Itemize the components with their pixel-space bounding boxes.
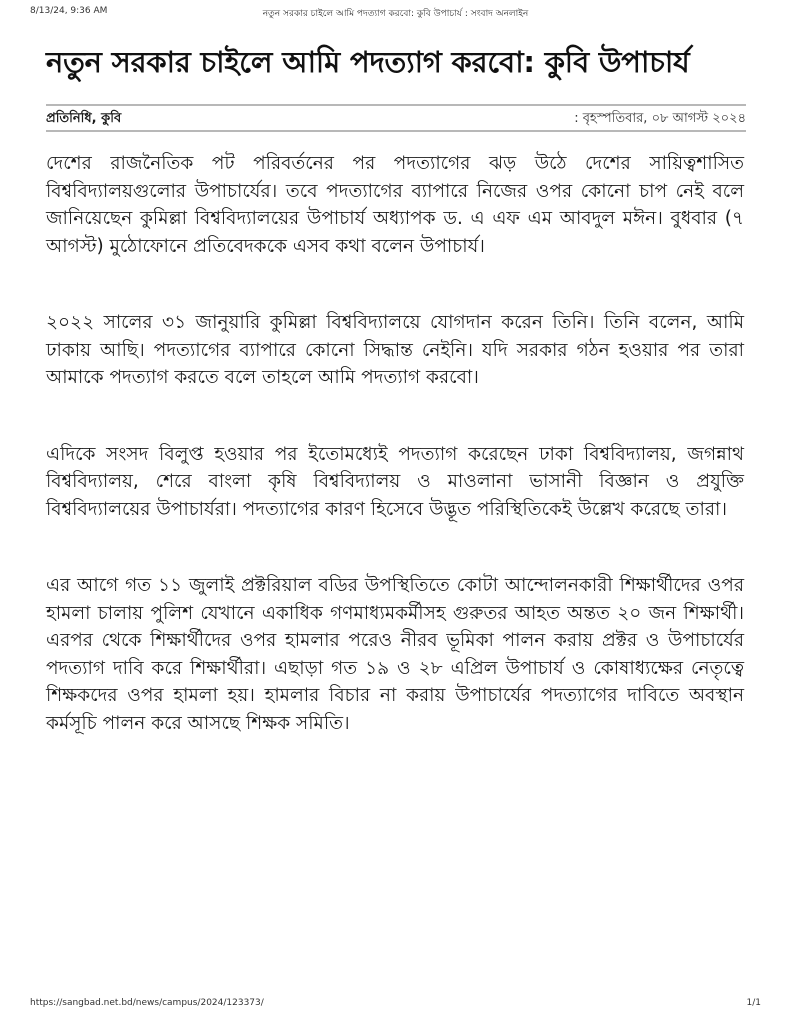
print-date: 8/13/24, 9:36 AM [30, 6, 108, 16]
print-document-title: নতুন সরকার চাইলে আমি পদত্যাগ করবো: কুবি উপাচার্য : সংবাদ অনলাইন [262, 9, 529, 19]
byline-bar [46, 104, 746, 132]
article-paragraph: দেশের রাজনৈতিক পট পরিবর্তনের পর পদত্যাগের ঝড় উঠে দেশের সায়িত্বশাসিত বিশ্ববিদ্যালয়গুলোর উপাচার্যের। তবে পদত্যাগের ব্যাপারে নিজের ওপর কোনো চাপ নেই বলে জানিয়েছেন কুমিল্লা বিশ্ববিদ্যালয়ের উপাচার্য অধ্যাপক ড. এ এফ এম আবদুল মঈন। বুধবার (৭ আগস্ট) মুঠোফোনে প্রতিবেদককে এসব কথা বলেন উপাচার্য। [46, 153, 744, 257]
article-author: প্রতিনিধি, কুবি [46, 111, 122, 126]
article-publish-date: : বৃহস্পতিবার, ০৮ আগস্ট ২০২৪ [574, 111, 746, 126]
article-body [46, 150, 744, 786]
page-number: 1/1 [746, 998, 761, 1008]
article-headline: নতুন সরকার চাইলে আমি পদত্যাগ করবো: কুবি উপাচার্য [46, 45, 690, 79]
print-footer [30, 998, 761, 1010]
print-url: https://sangbad.net.bd/news/campus/2024/123373/ [30, 998, 264, 1008]
article-paragraph: এদিকে সংসদ বিলুপ্ত হওয়ার পর ইতোমধ্যেই পদত্যাগ করেছেন ঢাকা বিশ্ববিদ্যালয়, জগন্নাথ বিশ্ববিদ্যালয়, শেরে বাংলা কৃষি বিশ্ববিদ্যালয় ও মাওলানা ভাসানী বিজ্ঞান ও প্রযুক্তি বিশ্ববিদ্যালয়ের উপাচার্যরা। পদত্যাগের কারণ হিসেবে উদ্ভূত পরিস্থিতিকেই উল্লেখ করেছে তারা। [46, 443, 744, 520]
print-header [30, 6, 761, 20]
article-paragraph: ২০২২ সালের ৩১ জানুয়ারি কুমিল্লা বিশ্ববিদ্যালয়ে যোগদান করেন তিনি। তিনি বলেন, আমি ঢাকায় আছি। পদত্যাগের ব্যাপারে কোনো সিদ্ধান্ত নেইনি। যদি সরকার গঠন হওয়ার পর তারা আমাকে পদত্যাগ করতে বলে তাহলে আমি পদত্যাগ করবো। [46, 312, 744, 388]
article-paragraph: এর আগে গত ১১ জুলাই প্রক্টরিয়াল বডির উপস্থিতিতে কোটা আন্দোলনকারী শিক্ষার্থীদের ওপর হামলা চালায় পুলিশ যেখানে একাধিক গণমাধ্যমকর্মীসহ গুরুতর আহত অন্তত ২০ জন শিক্ষার্থী। এরপর থেকে শিক্ষার্থীদের ওপর হামলার পরেও নীরব ভূমিকা পালন করায় প্রক্টর ও উপাচার্যের পদত্যাগ দাবি করে শিক্ষার্থীরা। এছাড়া গত ১৯ ও ২৮ এপ্রিল উপাচার্য ও কোষাধ্যক্ষের নেতৃত্বে শিক্ষকদের ওপর হামলা হয়। হামলার বিচার না করায় উপাচার্যের পদত্যাগের দাবিতে অবস্থান কর্মসূচি পালন করে আসছে শিক্ষক সমিতি। [46, 575, 744, 734]
